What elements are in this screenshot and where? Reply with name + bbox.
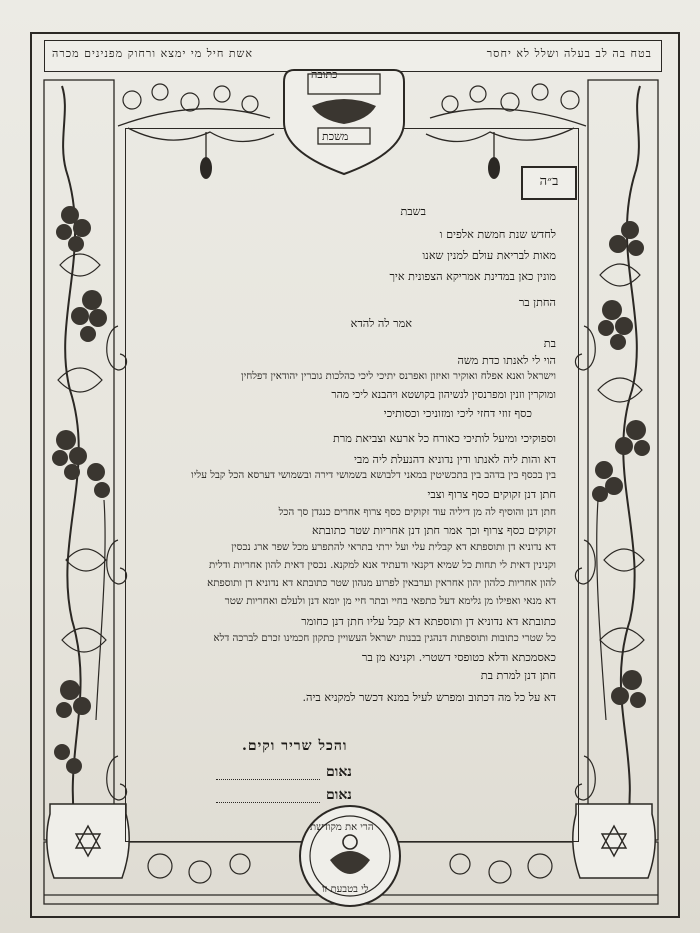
- crest-bottom-label: משכת: [322, 130, 349, 143]
- text-line: וקנינין דאית לי תחות כל שמיא דקנאי ודעתיד אנא למקנא. נכסין דאית להון אחריות ודלית: [209, 560, 556, 571]
- text-line: להון אחריות כלהון יהון אחראין וערבאין לפרוע מנהון שטר כתובתא דא נדוניא דן ותוספתא: [207, 578, 556, 589]
- seal-text-bottom: לי בטבעת זו: [322, 884, 369, 895]
- closing-formula: והכל שריר וקים.: [242, 738, 348, 754]
- text-line: זקוקים כסף צרוף וכך אמר חתן דנן אחריות שטר כתובתא: [311, 524, 556, 537]
- crest-hands-emblem: [274, 64, 414, 176]
- text-line: מאות לבריאת עולם למנין שאנו: [422, 249, 556, 262]
- banner-verse-right: בטח בה לב בעלה ושלל לא יחסר: [486, 47, 652, 60]
- signature-line-1[interactable]: [216, 778, 320, 780]
- text-line: דא מנאי ואפילו מן גלימא דעל כתפאי בחיי ובתר חיי מן יומא דנן ולעלם ואחריות שטר: [224, 596, 556, 607]
- text-line: דא נדוניא דן ותוספתא דא קבלית עלי ועל ירתי בתראי להתפרע מכל שפר ארג נכסין: [231, 542, 556, 553]
- text-line: בשבת: [400, 205, 426, 218]
- text-line: לחדש שנת חמשת אלפים ו: [439, 228, 556, 241]
- text-line: דא על כל מה דכתוב ומפרש לעיל במנא דכשר למקניא ביה.: [302, 691, 556, 704]
- text-line: כתובתא דא נדוניא דן ותוספתא דא קבל עליו חתן דנן כחומר: [301, 615, 556, 628]
- seal-text-top: הרי את מקודשת: [310, 822, 374, 833]
- text-line: ומוקרין וזנין ומפרנסין לנשיהון בקושטא ויהבנא ליכי מהר: [331, 389, 556, 401]
- text-line: דא והות ליה לאנתו ודין נדוניא דהנעלת ליה מבי: [354, 453, 556, 466]
- banner-verse-left: אשת חיל מי ימצא ורחוק מפנינים מכרה: [52, 47, 253, 60]
- text-line: חתן דנן למרת בת: [480, 669, 556, 682]
- text-line: החתן בר: [518, 296, 556, 309]
- text-line: כאסמכתא ודלא כטופסי דשטרי. וקנינא מן בר: [361, 651, 556, 664]
- text-line: וישראל ואנא אפלח ואוקיר ואיזון ואפרנס יתיכי ליכי כהלכות גוברין יהודאין דפלחין: [240, 371, 556, 382]
- text-line: חתן דנן זקוקים כסף צרוף וצבי: [427, 488, 556, 501]
- text-line: אמר לה להדא: [350, 317, 412, 330]
- text-line: בת: [543, 337, 556, 350]
- text-line: מונין כאן במדינת אמריקא הצפונית איך: [389, 270, 556, 283]
- crest-top-label: כתובה: [311, 68, 338, 81]
- text-line: הוי לי לאנתו כדת משה: [457, 354, 556, 367]
- text-line: חתן דנן והוסיף לה מן דיליה עוד זקוקים כסף צרוף אחרים כנגדן סך הכל: [278, 507, 556, 518]
- signature-label-2: נאום: [326, 787, 352, 803]
- signature-label-1: נאום: [326, 764, 352, 780]
- text-line: בין בכסף בין בדהב בין בתכשיטין במאני דלבושא בשמושי דירה ובשמושי דערסא הכל קבל עליו: [191, 470, 556, 481]
- text-line: כל שטרי כתובות ותוספתות דנהגין בבנות ישראל העשויין כתקון חכמינו זכרם לברכה דלא: [213, 633, 556, 644]
- text-line: וספוקיכי ומיעל לותיכי כאורח כל ארעא וצביאת מרת: [332, 432, 556, 445]
- text-line: כסף זוזי דחזי ליכי ומזוניכי וכסותיכי: [383, 407, 532, 420]
- corner-box-label: ב״ה: [521, 166, 577, 200]
